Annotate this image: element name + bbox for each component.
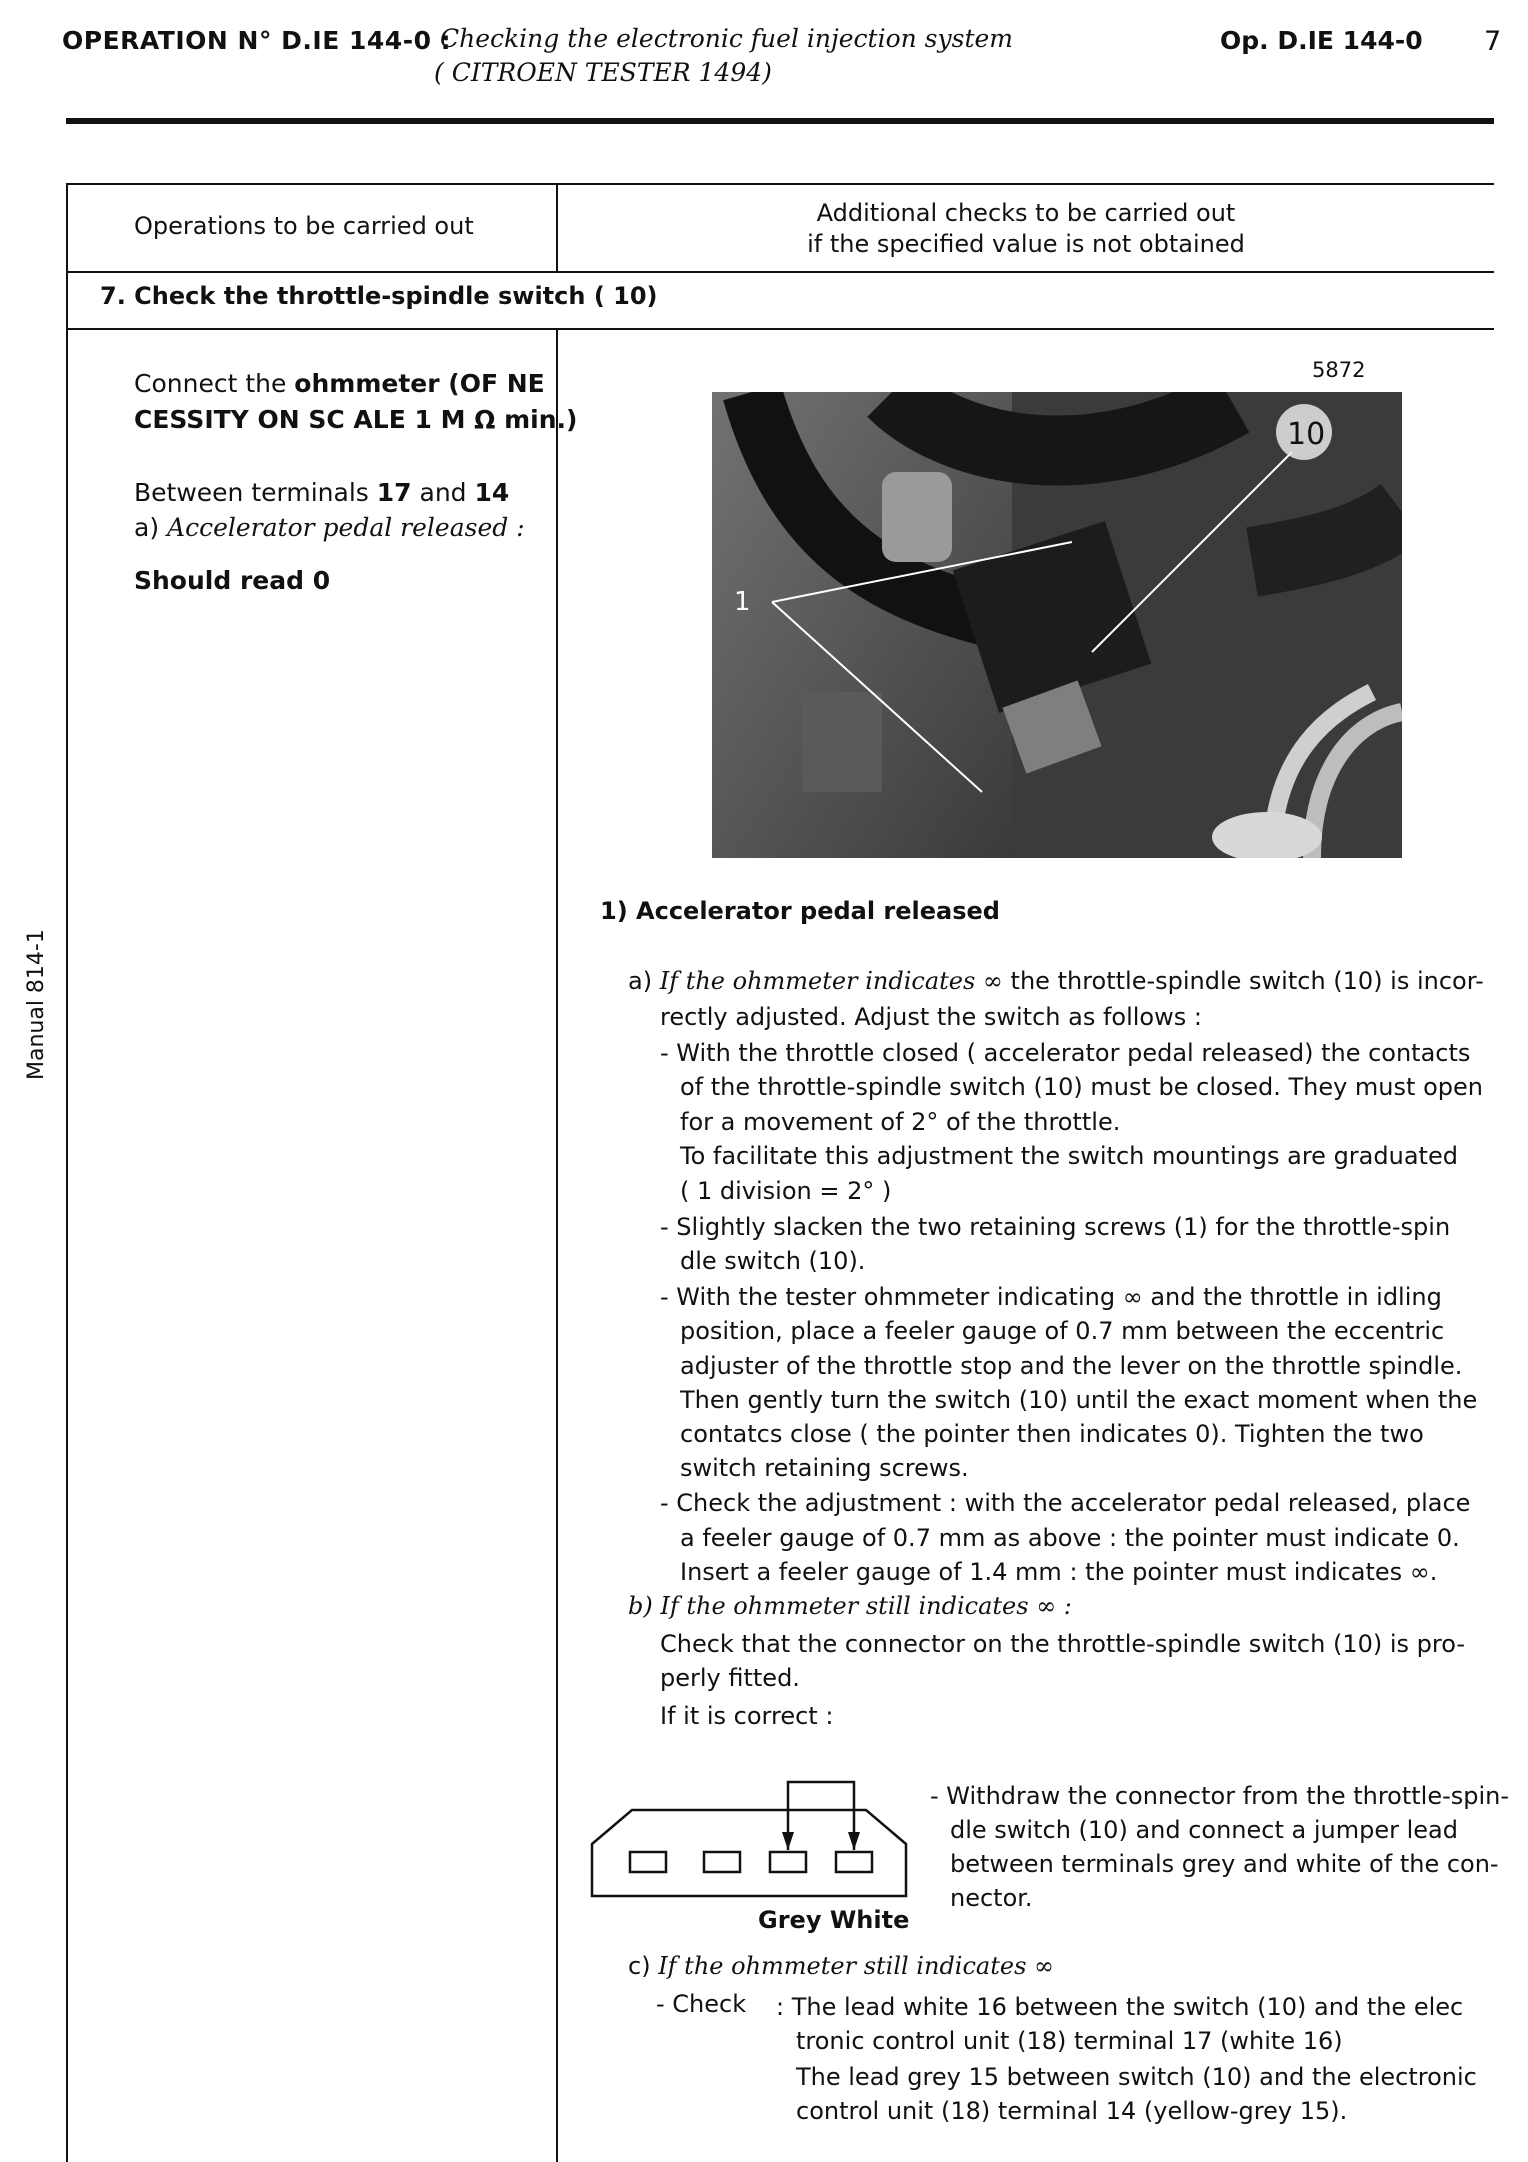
item-c-prefix: c) bbox=[628, 1952, 659, 1980]
item-c-line bbox=[628, 1949, 1054, 1983]
instr-line-9: position, place a feeler gauge of 0.7 mm between the eccentric bbox=[680, 1317, 1445, 1345]
instr-line-1: - With the throttle closed ( accelerator pedal released) the contacts bbox=[660, 1039, 1471, 1067]
withdraw-line3: between terminals grey and white of the con- bbox=[950, 1850, 1499, 1878]
table-column-divider-head bbox=[556, 183, 558, 271]
engine-photo-illustration bbox=[712, 392, 1402, 858]
instr-line-15: a feeler gauge of 0.7 mm as above : the pointer must indicate 0. bbox=[680, 1524, 1460, 1552]
instr-line-13: switch retaining screws. bbox=[680, 1454, 969, 1482]
terminals-text: Between terminals bbox=[134, 478, 377, 507]
terminal-17: 17 bbox=[376, 478, 412, 507]
page-number: 7 bbox=[1484, 26, 1502, 57]
column-heading-additional-checks bbox=[560, 198, 1492, 260]
item-a-line2: rectly adjusted. Adjust the switch as follows : bbox=[660, 1003, 1202, 1031]
withdraw-line1: - Withdraw the connector from the throttle-spin- bbox=[930, 1782, 1510, 1810]
item-b-condition: b) If the ohmmeter still indicates ∞ : bbox=[628, 1592, 1072, 1620]
instr-line-3: for a movement of 2° of the throttle. bbox=[680, 1108, 1121, 1136]
item-a-prefix: a) bbox=[628, 967, 660, 995]
document-title: Checking the electronic fuel injection system bbox=[440, 24, 1013, 53]
column-heading-line2: if the specified value is not obtained bbox=[807, 230, 1245, 258]
header-rule bbox=[66, 118, 1494, 124]
connector-terminal-labels: Grey White bbox=[758, 1906, 910, 1934]
check-line-1: : The lead white 16 between the switch (10) and the elec bbox=[776, 1993, 1464, 2021]
table-column-divider bbox=[556, 328, 558, 2162]
left-line-should-read: Should read 0 bbox=[134, 566, 331, 595]
left-line-pedal bbox=[134, 511, 525, 545]
instr-line-14: - Check the adjustment : with the accelerator pedal released, place bbox=[660, 1489, 1471, 1517]
item-c-condition: If the ohmmeter still indicates ∞ bbox=[658, 1952, 1055, 1980]
engine-photo bbox=[712, 392, 1402, 858]
instr-line-11: Then gently turn the switch (10) until the exact moment when the bbox=[680, 1386, 1478, 1414]
instr-line-8: - With the tester ohmmeter indicating ∞ and the throttle in idling bbox=[660, 1283, 1442, 1311]
pedal-released-text: Accelerator pedal released : bbox=[167, 513, 525, 542]
callout-10: 10 bbox=[1287, 417, 1326, 452]
item-b-line1: Check that the connector on the throttle-spindle switch (10) is pro- bbox=[660, 1630, 1466, 1658]
operation-number: OPERATION N° D.IE 144-0 : bbox=[62, 26, 452, 55]
instr-line-12: contatcs close ( the pointer then indicates 0). Tighten the two bbox=[680, 1420, 1424, 1448]
operation-reference: Op. D.IE 144-0 bbox=[1220, 26, 1423, 55]
document-subtitle: ( CITROEN TESTER 1494) bbox=[434, 58, 772, 87]
instr-line-16: Insert a feeler gauge of 1.4 mm : the pointer must indicates ∞. bbox=[680, 1558, 1438, 1586]
item-a-line1 bbox=[628, 964, 1484, 998]
figure-number: 5872 bbox=[1312, 358, 1366, 382]
ohmmeter-text: ohmmeter (OF NE bbox=[294, 369, 545, 398]
and-text: and bbox=[411, 478, 475, 507]
instr-line-7: dle switch (10). bbox=[680, 1247, 866, 1275]
item-b-line2: perly fitted. bbox=[660, 1664, 800, 1692]
column-heading-operations: Operations to be carried out bbox=[134, 212, 474, 240]
column-heading-line1: Additional checks to be carried out bbox=[816, 199, 1236, 227]
table-heading-divider bbox=[66, 271, 1494, 273]
connector-diagram bbox=[590, 1770, 920, 1900]
withdraw-line2: dle switch (10) and connect a jumper lead bbox=[950, 1816, 1458, 1844]
terminal-14: 14 bbox=[474, 478, 510, 507]
instr-line-10: adjuster of the throttle stop and the lever on the throttle spindle. bbox=[680, 1352, 1463, 1380]
item-b-line3: If it is correct : bbox=[660, 1702, 834, 1730]
check-label: - Check bbox=[656, 1990, 747, 2018]
connector-drawing bbox=[590, 1770, 920, 1900]
instr-line-4: To facilitate this adjustment the switch mountings are graduated bbox=[680, 1142, 1458, 1170]
left-line-scale: CESSITY ON SC ALE 1 M Ω min.) bbox=[134, 405, 578, 434]
left-line-connect bbox=[134, 367, 545, 401]
margin-manual-reference: Manual 814-1 bbox=[24, 929, 49, 1080]
callout-1: 1 bbox=[734, 587, 751, 617]
instr-line-6: - Slightly slacken the two retaining screws (1) for the throttle-spin bbox=[660, 1213, 1451, 1241]
section-heading: 1) Accelerator pedal released bbox=[600, 897, 1000, 925]
check-line-3: The lead grey 15 between switch (10) and the electronic bbox=[796, 2063, 1477, 2091]
item-a-rest: the throttle-spindle switch (10) is incor- bbox=[1002, 967, 1484, 995]
instr-line-2: of the throttle-spindle switch (10) must be closed. They must open bbox=[680, 1073, 1483, 1101]
step-title: 7. Check the throttle-spindle switch ( 10) bbox=[100, 282, 658, 310]
connect-text: Connect the bbox=[134, 369, 295, 398]
check-line-2: tronic control unit (18) terminal 17 (white 16) bbox=[796, 2027, 1343, 2055]
instr-line-5: ( 1 division = 2° ) bbox=[680, 1177, 892, 1205]
item-a-condition: If the ohmmeter indicates ∞ bbox=[659, 967, 1003, 995]
check-line-4: control unit (18) terminal 14 (yellow-grey 15). bbox=[796, 2097, 1348, 2125]
item-a-prefix: a) bbox=[134, 513, 168, 542]
left-line-terminals bbox=[134, 476, 509, 510]
table-step-divider bbox=[66, 328, 1494, 330]
table-left-border bbox=[66, 183, 68, 2162]
withdraw-line4: nector. bbox=[950, 1884, 1033, 1912]
table-top-border bbox=[66, 183, 1494, 185]
